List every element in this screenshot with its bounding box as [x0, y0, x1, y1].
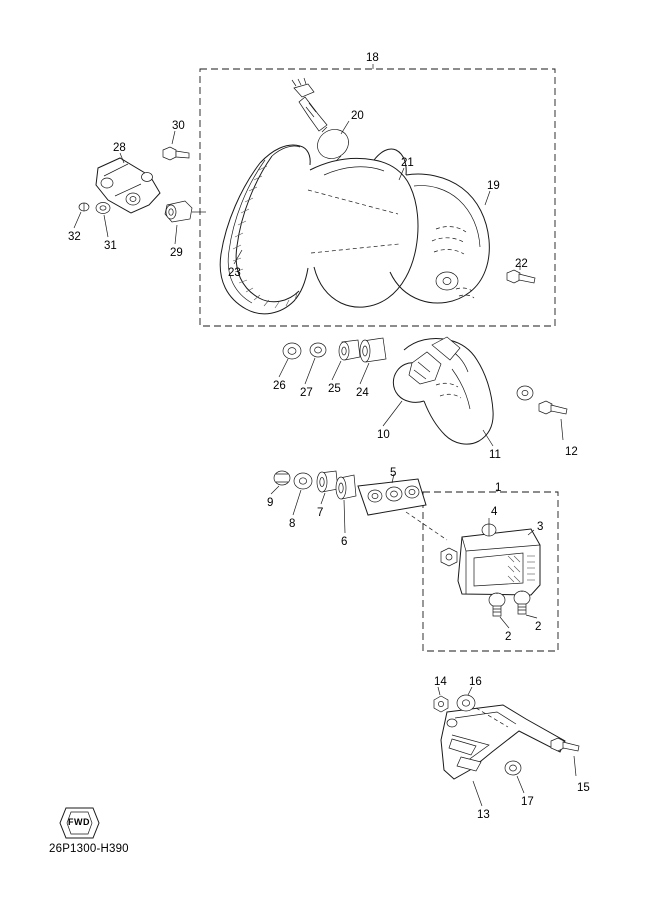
callout-15: 15 — [577, 782, 590, 794]
fwd-direction-label: FWD — [68, 817, 90, 827]
callout-9: 9 — [267, 497, 274, 509]
callout-10: 10 — [377, 429, 390, 441]
callout-11: 11 — [489, 449, 501, 461]
callout-12: 12 — [565, 446, 578, 458]
callout-32: 32 — [68, 231, 81, 243]
callout-3: 3 — [537, 521, 544, 533]
part-code-label: 26P1300-H390 — [49, 843, 129, 855]
callout-28: 28 — [113, 142, 126, 154]
callout-2-right: 2 — [535, 621, 542, 633]
callout-24: 24 — [356, 387, 369, 399]
callout-31: 31 — [104, 240, 117, 252]
callout-13: 13 — [477, 809, 490, 821]
callout-22: 22 — [515, 258, 528, 270]
callout-26: 26 — [273, 380, 286, 392]
callout-17: 17 — [521, 796, 534, 808]
callout-19: 19 — [487, 180, 500, 192]
callout-30: 30 — [172, 120, 185, 132]
callout-7: 7 — [317, 507, 324, 519]
callout-8: 8 — [289, 518, 296, 530]
callout-21: 21 — [401, 157, 414, 169]
callout-27: 27 — [300, 387, 313, 399]
callout-2-left: 2 — [505, 631, 512, 643]
callout-16: 16 — [469, 676, 482, 688]
callout-14: 14 — [434, 676, 447, 688]
callout-29: 29 — [170, 247, 183, 259]
callout-20: 20 — [351, 110, 364, 122]
callout-23: 23 — [228, 267, 241, 279]
callout-1: 1 — [495, 482, 502, 494]
callout-25: 25 — [328, 383, 341, 395]
callout-6: 6 — [341, 536, 348, 548]
callout-4: 4 — [491, 506, 498, 518]
callout-5: 5 — [390, 467, 397, 479]
callout-18: 18 — [366, 52, 379, 64]
